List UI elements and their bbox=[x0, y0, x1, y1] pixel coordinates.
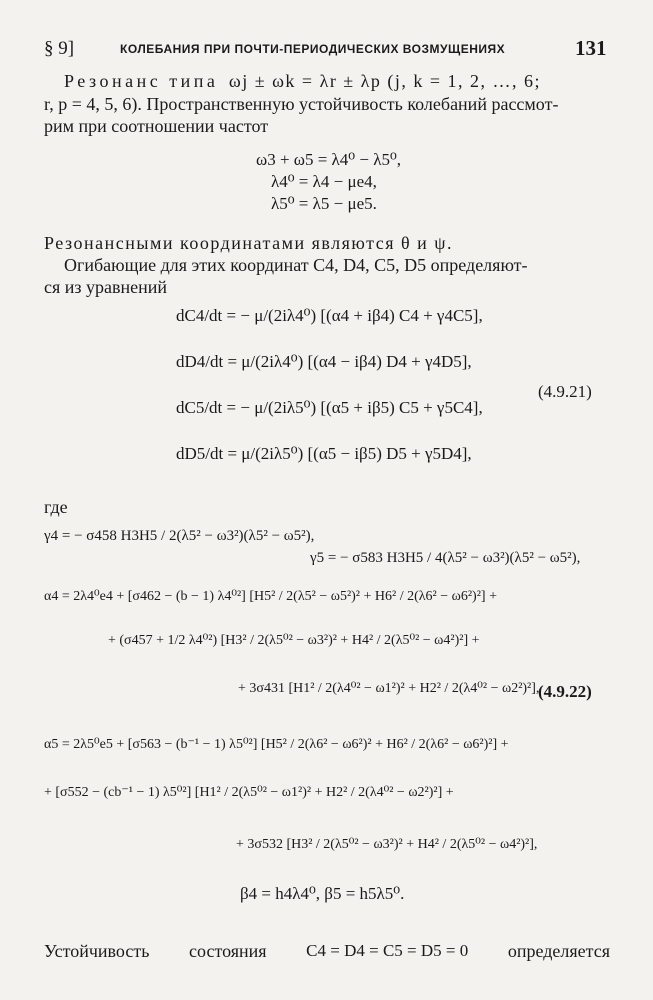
eq-4921-row4: dD5/dt = μ/(2iλ5⁰) [(α5 − iβ5) D5 + γ5D4], bbox=[176, 444, 472, 463]
eq-alpha5-line1: α5 = 2λ5⁰e5 + [σ563 − (b⁻¹ − 1) λ5⁰²] [H5² / 2(λ6² − ω6²)² + H6² / 2(λ6² − ω6²)²] + bbox=[44, 737, 509, 752]
para2-line1: Резонансными координатами являются θ и ψ. bbox=[44, 233, 454, 253]
resonance-condition: ωj ± ωk = λr ± λp (j, k = 1, 2, …, 6; bbox=[228, 71, 542, 91]
eq-frequency-relation: ω3 + ω5 = λ4⁰ − λ5⁰, bbox=[256, 150, 402, 169]
final-formula: C4 = D4 = C5 = D5 = 0 bbox=[306, 941, 469, 960]
para2-line2: Огибающие для этих координат C4, D4, C5, D5 определяют- bbox=[64, 255, 528, 275]
eq-4921-row2: dD4/dt = μ/(2iλ4⁰) [(α4 − iβ4) D4 + γ4D5], bbox=[176, 352, 472, 371]
para1-line1 bbox=[44, 70, 541, 92]
final-word-stability: Устойчивость bbox=[44, 941, 150, 961]
eq-lambda5: λ5⁰ = λ5 − μe5. bbox=[271, 194, 377, 213]
eq-alpha5-line2: + [σ552 − (cb⁻¹ − 1) λ5⁰²] [H1² / 2(λ5⁰² − ω1²)² + H2² / 2(λ4⁰² − ω2²)²] + bbox=[44, 785, 454, 800]
eq-lambda4: λ4⁰ = λ4 − μe4, bbox=[271, 172, 377, 191]
running-title: КОЛЕБАНИЯ ПРИ ПОЧТИ-ПЕРИОДИЧЕСКИХ ВОЗМУЩЕНИЯХ bbox=[120, 42, 506, 56]
eq-gamma5: γ5 = − σ583 H3H5 / 4(λ5² − ω3²)(λ5² − ω5²), bbox=[310, 550, 581, 566]
para1-line3: рим при соотношении частот bbox=[44, 116, 269, 136]
final-line bbox=[44, 940, 610, 962]
resonance-label: Резонанс типа bbox=[64, 71, 219, 91]
eq-alpha4-line2: + (σ457 + 1/2 λ4⁰²) [H3² / 2(λ5⁰² − ω3²)² + H4² / 2(λ5⁰² − ω4²)²] + bbox=[108, 633, 480, 648]
eq-alpha5-line3: + 3σ532 [H3² / 2(λ5⁰² − ω3²)² + H4² / 2(λ5⁰² − ω4²)²], bbox=[236, 837, 538, 852]
eq-number-4921: (4.9.21) bbox=[538, 382, 592, 401]
section-marker: § 9] bbox=[44, 38, 75, 59]
eq-alpha4-line3: + 3σ431 [H1² / 2(λ4⁰² − ω1²)² + H2² / 2(λ4⁰² − ω2²)²], bbox=[238, 681, 540, 696]
eq-number-4922: (4.9.22) bbox=[538, 682, 592, 701]
para2-line3: ся из уравнений bbox=[44, 277, 168, 297]
eq-4921-row1: dC4/dt = − μ/(2iλ4⁰) [(α4 + iβ4) C4 + γ4C5], bbox=[176, 306, 483, 325]
where-label: где bbox=[44, 497, 68, 517]
eq-alpha4-line1: α4 = 2λ4⁰e4 + [σ462 − (b − 1) λ4⁰²] [H5² / 2(λ5² − ω5²)² + H6² / 2(λ6² − ω6²)²] + bbox=[44, 589, 497, 604]
eq-beta: β4 = h4λ4⁰, β5 = h5λ5⁰. bbox=[240, 884, 405, 903]
para1-line2: r, p = 4, 5, 6). Пространственную устойчивость колебаний рассмот- bbox=[44, 94, 559, 114]
eq-gamma4: γ4 = − σ458 H3H5 / 2(λ5² − ω3²)(λ5² − ω5²), bbox=[44, 528, 315, 544]
final-word-determined: определяется bbox=[507, 941, 610, 961]
eq-4921-row3: dC5/dt = − μ/(2iλ5⁰) [(α5 + iβ5) C5 + γ5C4], bbox=[176, 398, 483, 417]
page-number: 131 bbox=[575, 36, 607, 60]
final-word-state: состояния bbox=[189, 941, 267, 961]
